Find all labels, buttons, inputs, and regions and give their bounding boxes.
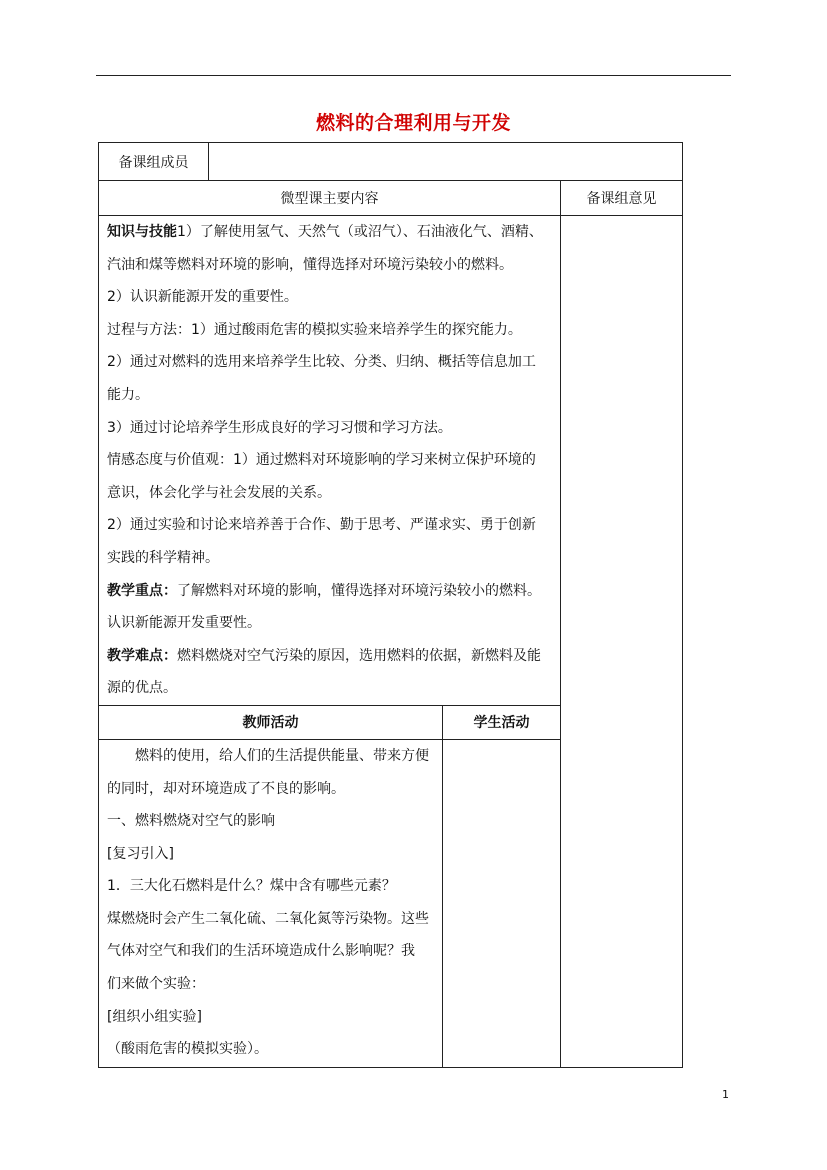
objectives-list [107,216,552,705]
prep-opinion-header: 备课组意见 [561,181,683,216]
page-number: 1 [722,1088,729,1101]
objective-text: 燃料燃烧对空气污染的原因，选用燃料的依据，新燃料及能 [177,647,541,664]
teacher-line: 1．三大化石燃料是什么？煤中含有哪些元素？ [107,878,396,895]
objective-text: 过程与方法：1）通过酸雨危害的模拟实验来培养学生的探究能力。 [107,321,522,338]
objective-line [107,216,552,249]
objective-text: 能力。 [107,386,149,403]
teacher-line: 煤燃烧时会产生二氧化硫、二氧化氮等污染物。这些 [107,910,429,927]
objective-text: 意识，体会化学与社会发展的关系。 [107,484,331,501]
teacher-line: 一、燃料燃烧对空气的影响 [107,813,275,830]
objective-text: 了解燃料对环境的影响，懂得选择对环境污染较小的燃料。 [177,582,541,599]
prep-group-label: 备课组成员 [99,143,209,181]
objective-text: 实践的科学精神。 [107,549,219,566]
objective-line [107,640,552,673]
objectives-row [99,216,683,706]
objective-line [107,672,552,705]
objective-line [107,346,552,379]
objective-line [107,379,552,412]
teacher-line: [组织小组实验] [107,1008,202,1025]
student-activity-cell [443,739,561,1067]
objective-line [107,575,552,608]
objective-text: 2）通过对燃料的选用来培养学生比较、分类、归纳、概括等信息加工 [107,354,536,371]
objectives-cell [99,216,561,706]
micro-lesson-header: 微型课主要内容 [99,181,561,216]
teacher-line: 们来做个实验： [107,976,205,993]
lesson-table [98,142,683,1068]
objective-line [107,444,552,477]
objective-text: 3）通过讨论培养学生形成良好的学习习惯和学习方法。 [107,419,452,436]
objective-text: 情感态度与价值观：1）通过燃料对环境影响的学习来树立保护环境的 [107,452,536,469]
teacher-line: 的同时，却对环境造成了不良的影响。 [107,780,345,797]
student-activity-header: 学生活动 [443,705,561,739]
objective-text: 汽油和煤等燃料对环境的影响，懂得选择对环境污染较小的燃料。 [107,256,513,273]
prep-group-value [209,143,683,181]
objective-line [107,281,552,314]
objective-text: 2）认识新能源开发的重要性。 [107,289,298,306]
teacher-line: 燃料的使用，给人们的生活提供能量、带来方便 [107,747,429,764]
objective-line [107,249,552,282]
objective-label: 教学难点： [107,647,177,664]
objective-label: 教学重点： [107,582,177,599]
teacher-line: （酸雨危害的模拟实验）。 [107,1041,268,1058]
teacher-line: 气体对空气和我们的生活环境造成什么影响呢？我 [107,943,415,960]
teacher-activity-header: 教师活动 [99,705,443,739]
objective-line [107,607,552,640]
objective-line [107,412,552,445]
objective-line [107,314,552,347]
objective-line [107,477,552,510]
opinion-cell [561,216,683,1068]
prep-group-row [99,143,683,181]
teacher-line: [复习引入] [107,845,174,862]
objective-text: 1）了解使用氢气、天然气（或沼气）、石油液化气、酒精、 [177,224,543,240]
objective-line [107,542,552,575]
section-header-row [99,181,683,216]
teacher-lines [107,740,434,1066]
teacher-activity-cell [99,739,443,1067]
document-title: 燃料的合理利用与开发 [315,112,511,134]
objective-text: 2）通过实验和讨论来培养善于合作、勤于思考、严谨求实、勇于创新 [107,517,536,534]
header-rule [96,75,731,76]
objective-text: 源的优点。 [107,680,177,697]
objective-line [107,509,552,542]
objective-label: 知识与技能 [107,224,177,240]
objective-text: 认识新能源开发重要性。 [107,615,261,632]
